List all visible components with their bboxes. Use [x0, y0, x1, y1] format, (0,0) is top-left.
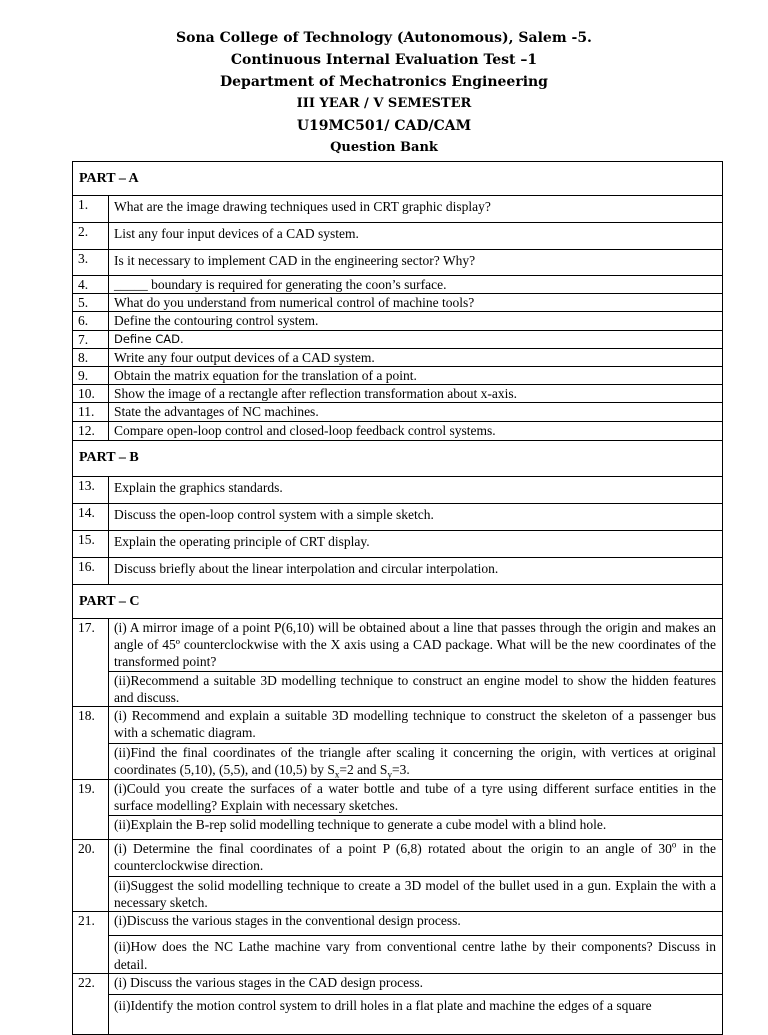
question-row [73, 503, 723, 530]
question-text: Obtain the matrix equation for the translation of a point. [109, 367, 723, 385]
document-header [0, 27, 768, 159]
test-title: Continuous Internal Evaluation Test –1 [230, 52, 538, 68]
question-number: 11. [73, 403, 109, 421]
question-part-i: (i) A mirror image of a point P(6,10) will be obtained about a line that passes through the origin and makes an angle of 45º counterclockwise with the X axis using a CAD package. What will be the new coordinates of the transformed point? [109, 618, 723, 671]
question-text: Define CAD. [109, 330, 723, 348]
question-number: 14. [73, 503, 109, 530]
question-part-i: (i) Discuss the various stages in the CAD design process. [109, 974, 723, 995]
question-number: 3. [73, 250, 109, 276]
question-number: 19. [73, 780, 109, 840]
question-part-ii [109, 744, 723, 780]
question-row [73, 223, 723, 250]
question-text: What do you understand from numerical control of machine tools? [109, 294, 723, 312]
course-code: U19MC501/ CAD/CAM [296, 118, 472, 134]
question-part-i: (i) Recommend and explain a suitable 3D modelling technique to construct the skeleton of a passenger bus with a schematic diagram. [109, 707, 723, 744]
question-subrow [73, 671, 723, 706]
part-a-title: PART – A [73, 162, 723, 196]
question-row [73, 780, 723, 816]
question-number: 6. [73, 312, 109, 330]
question-part-ii: (ii)Recommend a suitable 3D modelling technique to construct an engine model to show the hidden features and discuss. [109, 671, 723, 706]
question-row [73, 196, 723, 223]
question-row [73, 250, 723, 276]
question-text: Define the contouring control system. [109, 312, 723, 330]
question-text-segment: (i) Determine the final coordinates of a point P (6,8) rotated about the origin to an angle of 30 [114, 841, 672, 857]
question-part-i: (i)Discuss the various stages in the conventional design process. [109, 912, 723, 936]
question-row [73, 530, 723, 557]
question-row [73, 367, 723, 385]
question-row [73, 618, 723, 671]
question-subrow [73, 936, 723, 974]
part-c-header-row [73, 584, 723, 618]
question-text: _____ boundary is required for generating the coon’s surface. [109, 276, 723, 294]
question-number: 9. [73, 367, 109, 385]
question-subrow [73, 816, 723, 840]
question-text: Is it necessary to implement CAD in the engineering sector? Why? [109, 250, 723, 276]
question-text: Explain the operating principle of CRT display. [109, 530, 723, 557]
question-number: 16. [73, 557, 109, 584]
question-row [73, 403, 723, 421]
question-row [73, 707, 723, 744]
question-text-segment: =2 and S [339, 762, 388, 778]
question-row [73, 385, 723, 403]
question-text: Discuss the open-loop control system with a simple sketch. [109, 503, 723, 530]
question-text-segment: in the counterclockwise direction. [114, 841, 716, 874]
question-part-i [109, 840, 723, 877]
question-text: Write any four output devices of a CAD system. [109, 348, 723, 366]
question-row [73, 294, 723, 312]
question-text: State the advantages of NC machines. [109, 403, 723, 421]
question-part-i: (i)Could you create the surfaces of a water bottle and tube of a tyre using different surface entities in the surface modelling? Explain with necessary sketches. [109, 780, 723, 816]
subscript: x [334, 769, 340, 780]
question-number: 7. [73, 330, 109, 348]
question-text: Explain the graphics standards. [109, 476, 723, 503]
question-row [73, 912, 723, 936]
question-row [73, 276, 723, 294]
department-name: Department of Mechatronics Engineering [220, 74, 548, 90]
question-row [73, 476, 723, 503]
year-semester: III YEAR / V SEMESTER [296, 96, 472, 111]
question-row [73, 840, 723, 877]
superscript: o [671, 839, 677, 850]
part-b-title: PART – B [73, 440, 723, 476]
question-part-ii: (ii)How does the NC Lathe machine vary from conventional centre lathe by their components? Discuss in detail. [109, 936, 723, 974]
question-number: 22. [73, 974, 109, 1035]
question-number: 10. [73, 385, 109, 403]
question-number: 12. [73, 421, 109, 440]
question-number: 21. [73, 912, 109, 974]
question-subrow [73, 744, 723, 780]
question-number: 1. [73, 196, 109, 223]
question-row [73, 974, 723, 995]
question-number: 8. [73, 348, 109, 366]
part-c-title: PART – C [73, 584, 723, 618]
question-number: 18. [73, 707, 109, 780]
question-text: Show the image of a rectangle after reflection transformation about x-axis. [109, 385, 723, 403]
question-text: Compare open-loop control and closed-loop feedback control systems. [109, 421, 723, 440]
question-text: What are the image drawing techniques used in CRT graphic display? [109, 196, 723, 223]
document-title: Question Bank [330, 140, 438, 155]
question-part-ii: (ii)Identify the motion control system to drill holes in a flat plate and machine the edges of a square [109, 995, 723, 1035]
question-number: 13. [73, 476, 109, 503]
question-row [73, 330, 723, 348]
question-row [73, 557, 723, 584]
question-text: Discuss briefly about the linear interpolation and circular interpolation. [109, 557, 723, 584]
part-b-header-row [73, 440, 723, 476]
subscript: y [387, 769, 392, 780]
question-table [72, 161, 723, 1035]
question-text: List any four input devices of a CAD system. [109, 223, 723, 250]
question-row [73, 312, 723, 330]
question-number: 15. [73, 530, 109, 557]
question-part-ii: (ii)Explain the B-rep solid modelling technique to generate a cube model with a blind hole. [109, 816, 723, 840]
question-number: 5. [73, 294, 109, 312]
college-name: Sona College of Technology (Autonomous), Salem -5. [176, 30, 592, 46]
question-text-segment: (ii)Find the final coordinates of the triangle after scaling it concerning the origin, with vertices at original coordinates (5,10), (5,5), and (10,5) by S [114, 745, 716, 778]
question-number: 2. [73, 223, 109, 250]
question-number: 17. [73, 618, 109, 706]
question-number: 4. [73, 276, 109, 294]
question-subrow [73, 995, 723, 1035]
part-a-header-row [73, 162, 723, 196]
question-number: 20. [73, 840, 109, 912]
question-subrow [73, 877, 723, 912]
question-text-segment: =3. [391, 762, 410, 778]
question-row [73, 348, 723, 366]
question-row [73, 421, 723, 440]
question-part-ii: (ii)Suggest the solid modelling technique to create a 3D model of the bullet used in a gun. Explain the with a necessary sketch. [109, 877, 723, 912]
